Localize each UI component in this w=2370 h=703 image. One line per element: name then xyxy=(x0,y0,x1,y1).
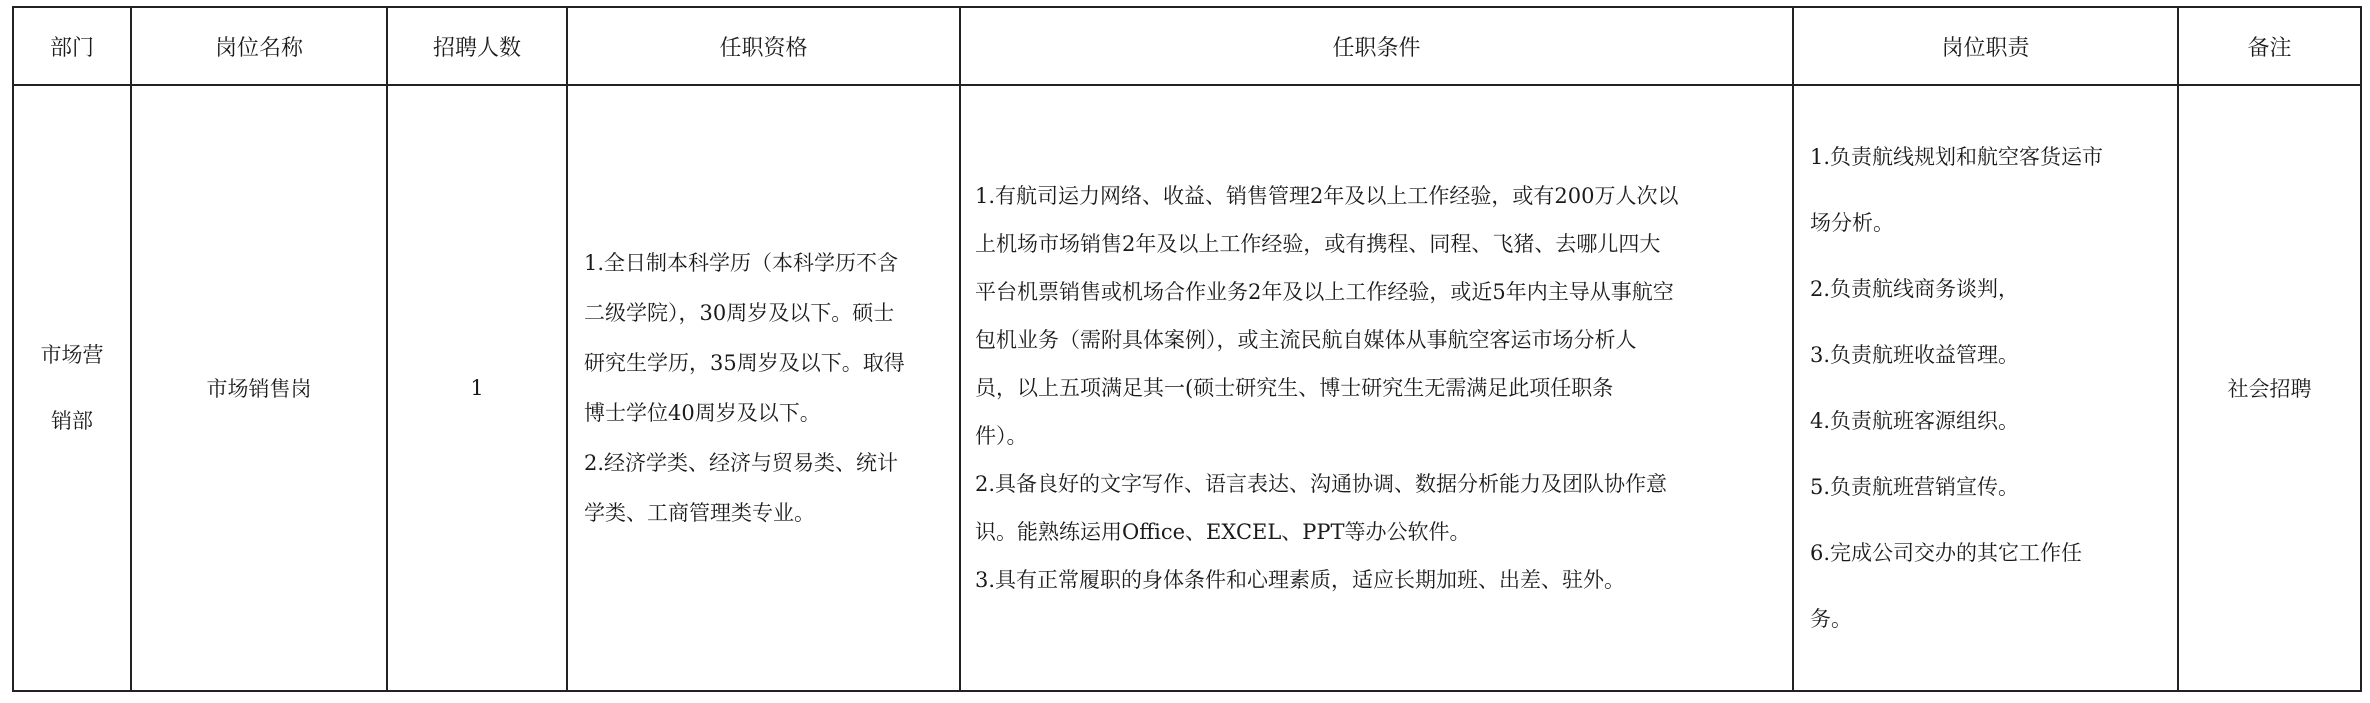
header-headcount: 招聘人数 xyxy=(387,7,567,85)
qualification-line: 二级学院），30周岁及以下。硕士 xyxy=(584,301,895,325)
qualification-line: 学类、工商管理类专业。 xyxy=(584,501,815,525)
duty-line: 1.负责航线规划和航空客货运市 xyxy=(1810,145,2104,169)
remarks-cell xyxy=(2178,85,2361,691)
duty-line: 场分析。 xyxy=(1810,211,1894,235)
condition-line: 平台机票销售或机场合作业务2年及以上工作经验，或近5年内主导从事航空 xyxy=(975,280,1674,304)
position-name: 市场销售岗 xyxy=(206,377,312,401)
duty-line: 6.完成公司交办的其它工作任 xyxy=(1810,541,2083,565)
headcount-cell xyxy=(387,85,567,691)
condition-line: 件）。 xyxy=(975,424,1028,448)
condition-line: 识。能熟练运用Office、EXCEL、PPT等办公软件。 xyxy=(975,520,1471,544)
condition-line: 上机场市场销售2年及以上工作经验，或有携程、同程、飞猪、去哪儿四大 xyxy=(975,232,1661,256)
qualification-line: 1.全日制本科学历（本科学历不含 xyxy=(584,251,899,275)
remark-value: 社会招聘 xyxy=(2227,377,2312,401)
conditions-cell xyxy=(960,85,1793,691)
header-department: 部门 xyxy=(13,7,131,85)
duty-line: 4.负责航班客源组织。 xyxy=(1810,409,2020,433)
condition-line: 员，以上五项满足其一(硕士研究生、博士研究生无需满足此项任职条 xyxy=(975,376,1614,400)
position-cell xyxy=(131,85,387,691)
header-position: 岗位名称 xyxy=(131,7,387,85)
header-qualifications: 任职资格 xyxy=(567,7,960,85)
condition-line: 3.具有正常履职的身体条件和心理素质，适应长期加班、出差、驻外。 xyxy=(975,568,1626,592)
duty-line: 3.负责航班收益管理。 xyxy=(1810,343,2020,367)
condition-line: 2.具备良好的文字写作、语言表达、沟通协调、数据分析能力及团队协作意 xyxy=(975,472,1668,496)
duty-line: 5.负责航班营销宣传。 xyxy=(1810,475,2020,499)
header-remarks: 备注 xyxy=(2178,7,2361,85)
condition-line: 包机业务（需附具体案例），或主流民航自媒体从事航空客运市场分析人 xyxy=(975,328,1637,352)
header-conditions: 任职条件 xyxy=(960,7,1793,85)
qualifications-cell xyxy=(567,85,960,691)
table-header-row xyxy=(13,7,2361,85)
department-line: 市场营 xyxy=(40,343,104,367)
qualification-line: 2.经济学类、经济与贸易类、统计 xyxy=(584,451,899,475)
department-line: 销部 xyxy=(51,409,93,433)
header-duties: 岗位职责 xyxy=(1793,7,2178,85)
qualification-line: 博士学位40周岁及以下。 xyxy=(584,401,821,425)
recruitment-table xyxy=(12,6,2362,692)
duty-line: 务。 xyxy=(1810,607,1852,631)
table-row xyxy=(13,85,2361,691)
headcount-value: 1 xyxy=(470,376,484,400)
condition-line: 1.有航司运力网络、收益、销售管理2年及以上工作经验，或有200万人次以 xyxy=(975,184,1679,208)
qualification-line: 研究生学历，35周岁及以下。取得 xyxy=(584,351,905,375)
department-cell xyxy=(13,85,131,691)
duties-cell xyxy=(1793,85,2178,691)
duty-line: 2.负责航线商务谈判， xyxy=(1810,277,2020,301)
